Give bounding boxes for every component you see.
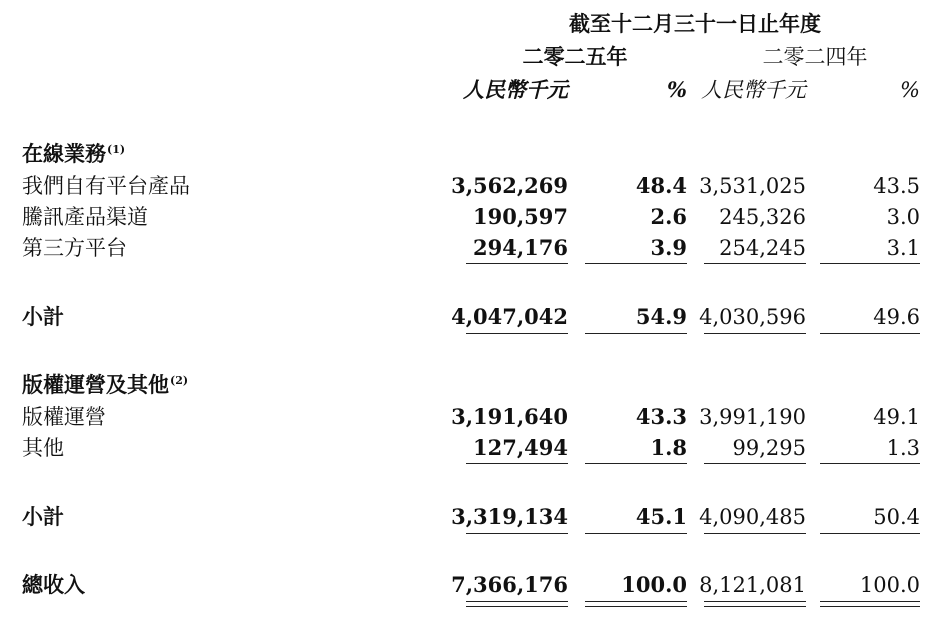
total-amount-2025: 7,366,176 (451, 572, 568, 597)
col-amount-2025: 人民幣千元 (463, 77, 568, 102)
rule (820, 533, 920, 534)
double-rule (466, 601, 568, 607)
amount-2025: 190,597 (473, 204, 568, 229)
rule (466, 533, 568, 534)
rule (820, 333, 920, 334)
double-rule (585, 601, 687, 607)
subtotal-pct-2024: 49.6 (873, 305, 920, 329)
col-amount-2024: 人民幣千元 (701, 78, 806, 102)
rule (585, 533, 687, 534)
pct-2025: 43.3 (635, 404, 687, 429)
rule (704, 533, 806, 534)
period-title: 截至十二月三十一日止年度 (569, 11, 821, 36)
total-amount-2024: 8,121,081 (699, 573, 806, 597)
pct-2024: 1.3 (886, 436, 920, 460)
rule (704, 463, 806, 464)
subtotal-pct-2024: 50.4 (873, 505, 920, 529)
col-pct-2025: % (667, 77, 687, 102)
total-label: 總收入 (22, 572, 85, 597)
amount-2024: 3,531,025 (699, 174, 806, 198)
subtotal-label: 小計 (22, 304, 64, 329)
pct-2025: 3.9 (650, 235, 687, 260)
rule (466, 463, 568, 464)
row-label: 我們自有平台產品 (22, 174, 190, 198)
row-label: 其他 (22, 436, 64, 460)
pct-2024: 49.1 (873, 405, 920, 429)
amount-2025: 3,191,640 (451, 404, 568, 429)
rule (585, 463, 687, 464)
row-label: 騰訊產品渠道 (22, 205, 148, 229)
section-title-online: 在線業務$^{(1)}$ (22, 141, 126, 166)
subtotal-pct-2025: 45.1 (635, 504, 687, 529)
footnote-marker: (1) (107, 143, 126, 156)
amount-2025: 127,494 (473, 435, 568, 460)
amount-2024: 254,245 (719, 236, 806, 260)
pct-2025: 2.6 (650, 204, 687, 229)
double-rule (704, 601, 806, 607)
year-2025-heading: 二零二五年 (522, 44, 628, 69)
subtotal-amount-2025: 4,047,042 (451, 304, 568, 329)
pct-2024: 43.5 (873, 174, 920, 198)
rule (820, 263, 920, 264)
double-rule (820, 601, 920, 607)
rule (704, 263, 806, 264)
row-label: 版權運營 (22, 405, 106, 429)
pct-2024: 3.1 (886, 236, 920, 260)
row-label: 第三方平台 (22, 236, 127, 260)
pct-2025: 1.8 (650, 435, 687, 460)
pct-2025: 48.4 (635, 173, 687, 198)
subtotal-label: 小計 (22, 504, 64, 529)
amount-2024: 3,991,190 (699, 405, 806, 429)
subtotal-pct-2025: 54.9 (635, 304, 687, 329)
rule (585, 263, 687, 264)
subtotal-amount-2024: 4,030,596 (699, 305, 806, 329)
section-title-copyright: 版權運營及其他$^{(2)}$ (22, 372, 189, 397)
subtotal-amount-2025: 3,319,134 (451, 504, 568, 529)
amount-2024: 245,326 (719, 205, 806, 229)
pct-2024: 3.0 (886, 205, 920, 229)
rule (704, 333, 806, 334)
amount-2025: 294,176 (473, 235, 568, 260)
col-pct-2024: % (900, 78, 920, 102)
subtotal-amount-2024: 4,090,485 (699, 505, 806, 529)
rule (466, 263, 568, 264)
rule (820, 463, 920, 464)
amount-2025: 3,562,269 (451, 173, 568, 198)
total-pct-2025: 100.0 (621, 572, 687, 597)
amount-2024: 99,295 (732, 436, 806, 460)
total-pct-2024: 100.0 (859, 573, 920, 597)
year-2024-heading: 二零二四年 (762, 45, 868, 69)
rule (466, 333, 568, 334)
rule (585, 333, 687, 334)
footnote-marker: (2) (170, 374, 189, 387)
